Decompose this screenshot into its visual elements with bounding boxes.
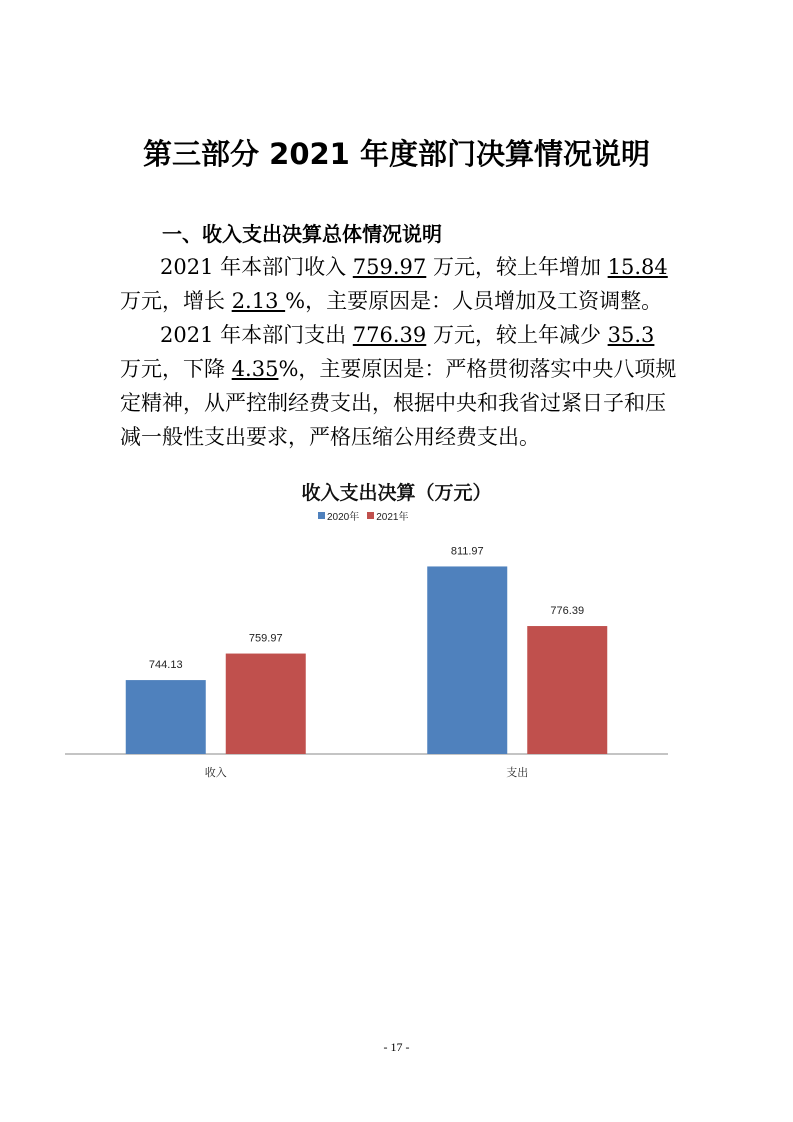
income-text-2: 万元，较上年增加 <box>426 255 608 279</box>
category-label: 收入 <box>204 766 227 779</box>
bar-data-label: 744.13 <box>148 659 183 672</box>
legend-label-2021: 2021年 <box>376 512 409 523</box>
bar-2021-0 <box>226 654 306 754</box>
income-text-3: 万元，增长 <box>120 289 232 313</box>
chart-title: 收入支出决算（万元） <box>301 482 492 504</box>
expense-text-4: %，主要原因是：严格贯彻落实中央八项规定精神，从严控制经费支出，根据中央和我省过紧日子和压减一般性支出要求，严格压缩公用经费支出。 <box>120 357 677 449</box>
income-growth-rate: 2.13 <box>231 289 286 313</box>
bar-2020-1 <box>427 566 507 754</box>
income-text-4: %，主要原因是：人员增加及工资调整。 <box>285 289 663 313</box>
expense-decline-rate: 4.35 <box>231 357 279 381</box>
expense-text-3: 万元，下降 <box>120 357 232 381</box>
expense-decrease: 35.3 <box>607 323 655 347</box>
legend-label-2020: 2020年 <box>327 512 360 523</box>
page-number: - 17 - <box>383 1040 410 1054</box>
bar-2020-0 <box>126 680 206 754</box>
expense-amount: 776.39 <box>352 323 427 347</box>
page-title: 第三部分 2021 年度部门决算情况说明 <box>143 137 650 171</box>
income-text-1: 2021 年本部门收入 <box>160 255 353 279</box>
income-increase: 15.84 <box>607 255 668 279</box>
expense-text-2: 万元，较上年减少 <box>426 323 608 347</box>
bar-2021-1 <box>527 626 607 754</box>
bar-data-label: 811.97 <box>450 545 484 558</box>
expense-text-1: 2021 年本部门支出 <box>160 323 353 347</box>
section-heading: 一、收入支出决算总体情况说明 <box>162 222 442 246</box>
bar-data-label: 759.97 <box>248 632 283 645</box>
income-amount: 759.97 <box>352 255 427 279</box>
bar-data-label: 776.39 <box>550 605 585 618</box>
category-label: 支出 <box>506 766 529 779</box>
